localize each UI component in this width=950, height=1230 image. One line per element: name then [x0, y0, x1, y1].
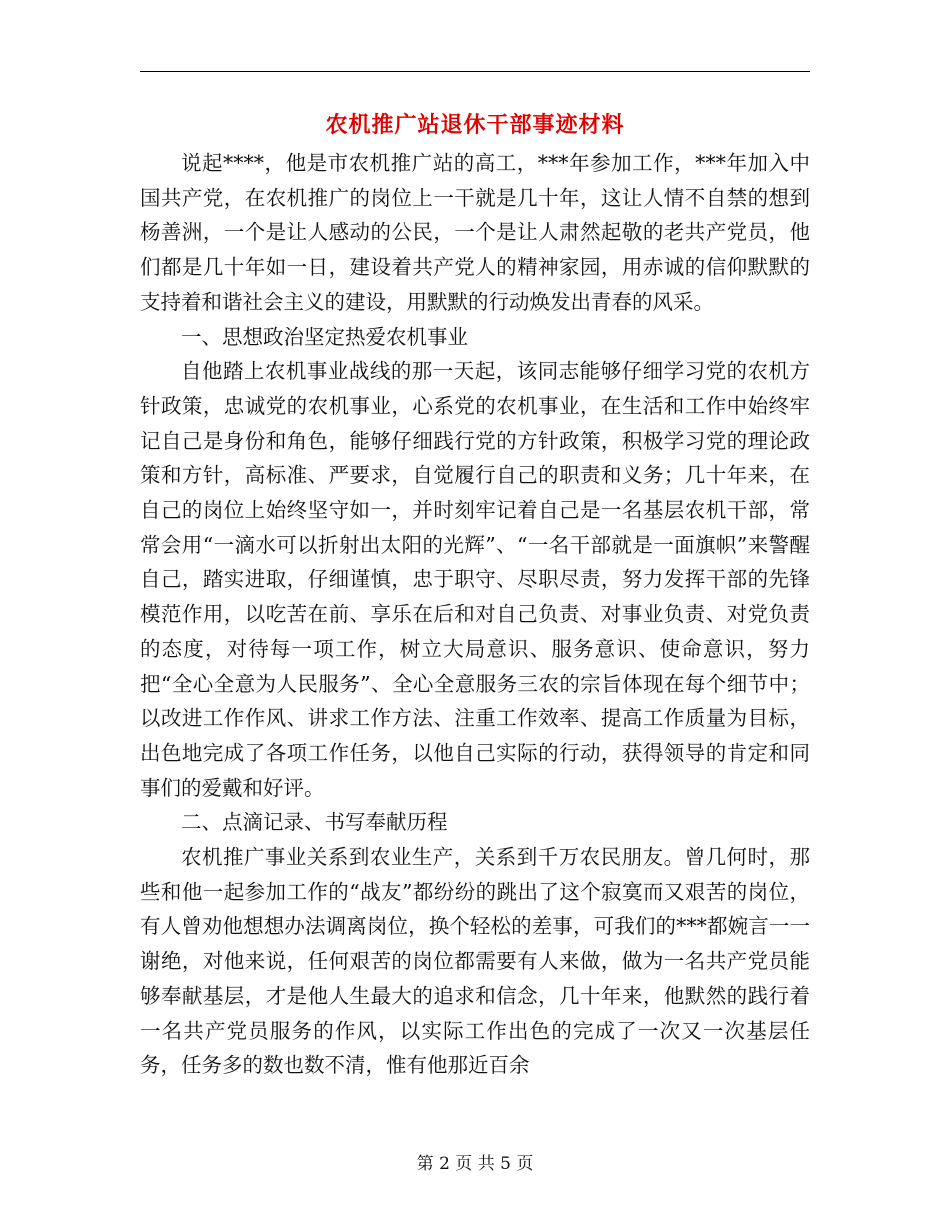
document-body	[140, 146, 810, 1083]
document-title: 农机推广站退休干部事迹材料	[325, 113, 625, 138]
body-paragraph-section-2: 农机推广事业关系到农业生产，关系到千万农民朋友。曾几何时，那些和他一起参加工作的“战友”都纷纷的跳出了这个寂寞而又艰苦的岗位，有人曾劝他想想办法调离岗位，换个轻松的差事，可我们的***都婉言一一谢绝，对他来说，任何艰苦的岗位都需要有人来做，做为一名共产党员能够奉献基层，才是他人生最大的追求和信念，几十年来，他默然的践行着一名共产党员服务的作风，以实际工作出色的完成了一次又一次基层任务，任务多的数也数不清，惟有他那近百余	[140, 845, 810, 1078]
page-number: 第 2 页 共 5 页	[416, 1154, 534, 1174]
body-paragraph-section-1: 自他踏上农机事业战线的那一天起，该同志能够仔细学习党的农机方针政策，忠诚党的农机事业，心系党的农机事业，在生活和工作中始终牢记自己是身份和角色，能够仔细践行党的方针政策，积极学习党的理论政策和方针，高标准、严要求，自觉履行自己的职责和义务；几十年来，在自己的岗位上始终坚守如一，并时刻牢记着自己是一名基层农机干部，常常会用“一滴水可以折射出太阳的光辉”、“一名干部就是一面旗帜”来警醒自己，踏实进取，仔细谨慎，忠于职守、尽职尽责，努力发挥干部的先锋模范作用，以吃苦在前、享乐在后和对自己负责、对事业负责、对党负责的态度，对待每一项工作，树立大局意识、服务意识、使命意识，努力把“全心全意为人民服务”、全心全意服务三农的宗旨体现在每个细节中；以改进工作作风、讲求工作方法、注重工作效率、提高工作质量为目标，出色地完成了各项工作任务，以他自己实际的行动，获得领导的肯定和同事们的爱戴和好评。	[140, 359, 810, 800]
section-heading-1: 一、思想政治坚定热爱农机事业	[181, 324, 468, 349]
section-heading-2: 二、点滴记录、书写奉献历程	[181, 810, 448, 835]
header-rule	[140, 71, 810, 72]
body-paragraph-intro: 说起****，他是市农机推广站的高工，***年参加工作，***年加入中国共产党，在农机推广的岗位上一干就是几十年，这让人情不自禁的想到杨善洲，一个是让人感动的公民，一个是让人肃然起敬的老共产党员，他们都是几十年如一日，建设着共产党人的精神家园，用赤诚的信仰默默的支持着和谐社会主义的建设，用默默的行动焕发出青春的风采。	[140, 151, 810, 314]
